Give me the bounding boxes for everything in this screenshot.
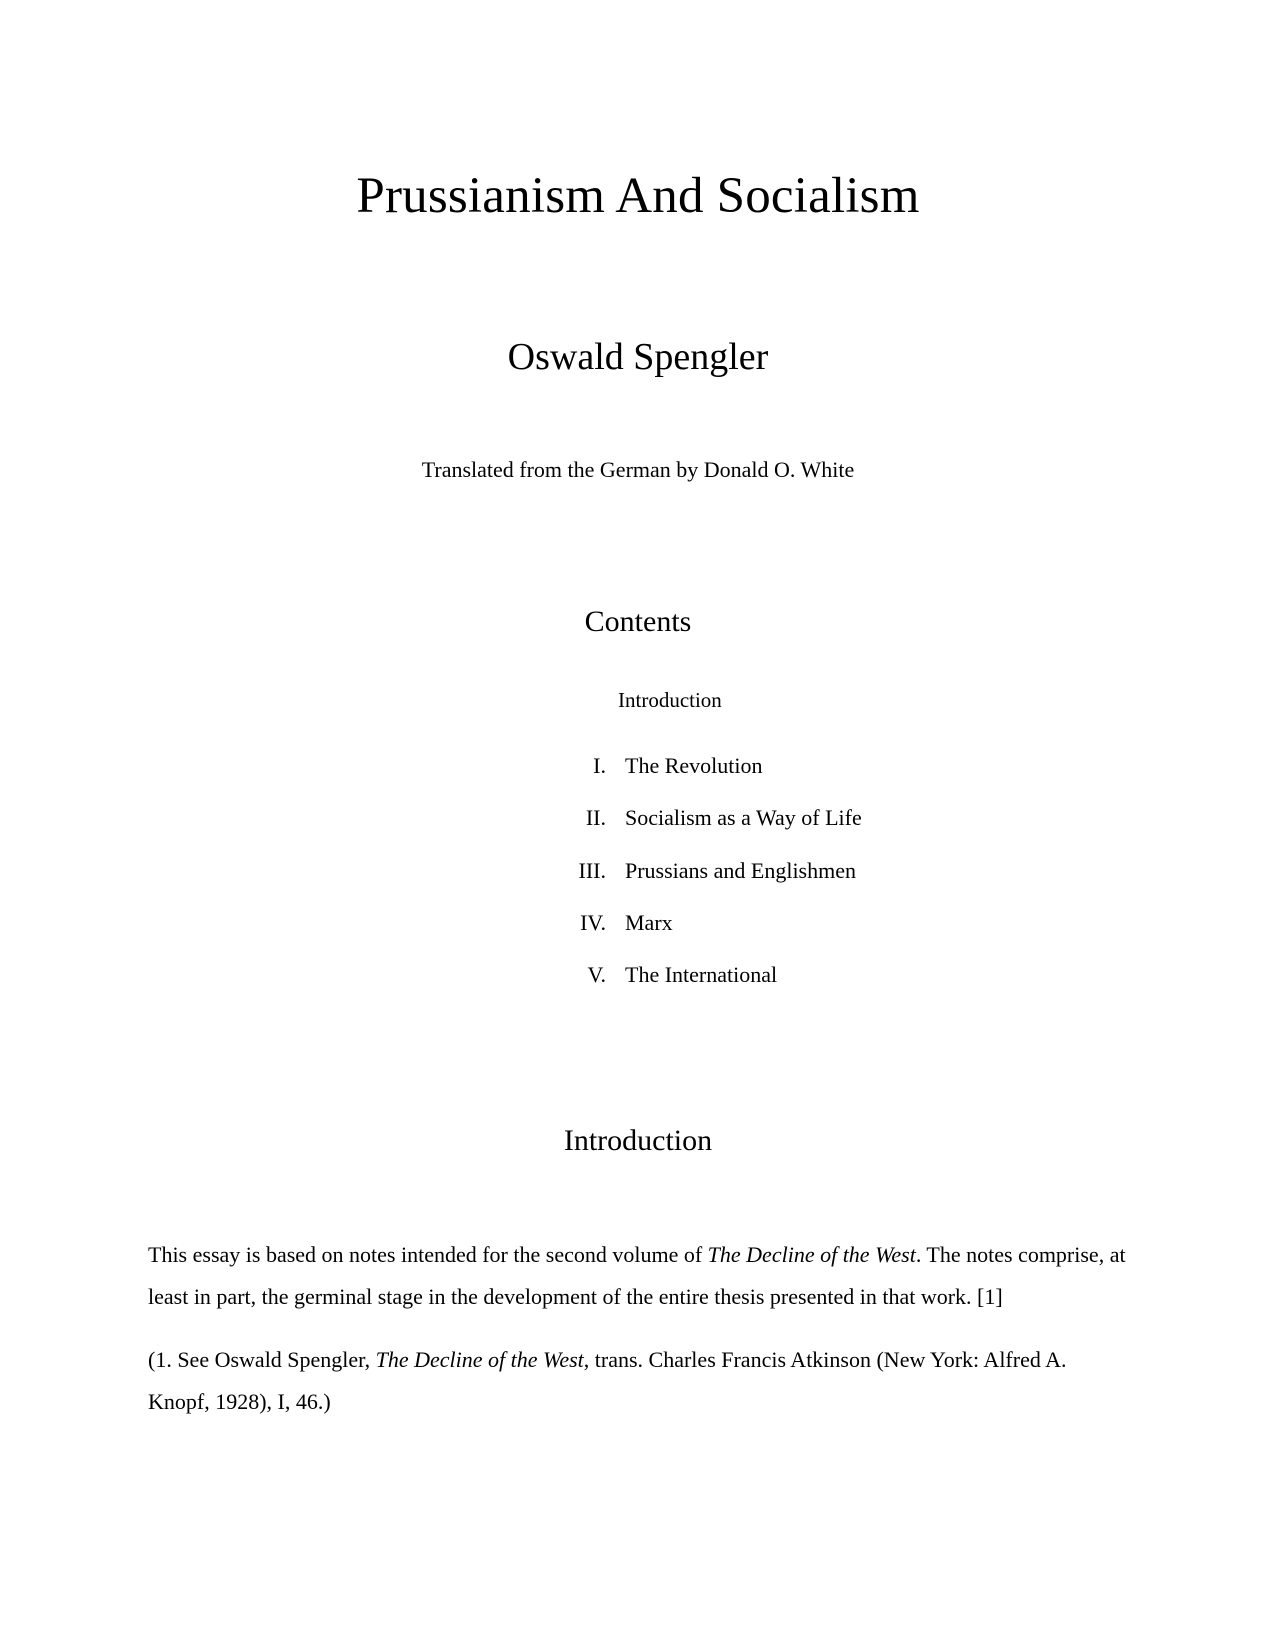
paragraph-text-part-2: . The notes comprise, at least in part, the germinal stage in the development of the entire thesis presented in that work. [1]	[148, 1241, 1126, 1309]
introduction-footnote	[148, 1339, 1128, 1423]
footnote-italic-book-title: The Decline of the West	[375, 1347, 584, 1373]
introduction-section-heading: Introduction	[563, 1123, 713, 1157]
toc-numeral: V.	[587, 962, 606, 988]
toc-entry-the-international[interactable]	[148, 962, 1128, 988]
document-translator-line: Translated from the German by Donald O. White	[421, 457, 855, 483]
toc-numeral: III.	[578, 857, 606, 883]
page-content	[148, 0, 1128, 1435]
toc-entry-socialism-as-a-way-of-life[interactable]	[148, 805, 1128, 831]
introduction-paragraph	[148, 1234, 1128, 1318]
table-of-contents	[148, 640, 1128, 989]
paragraph-text-part-1: This essay is based on notes intended for the second volume of	[148, 1241, 708, 1267]
toc-entry-marx[interactable]	[148, 910, 1128, 936]
introduction-body	[148, 1159, 1128, 1423]
toc-numbered-list	[148, 713, 1128, 989]
toc-numeral: II.	[585, 805, 606, 831]
document-author: Oswald Spengler	[507, 335, 769, 378]
toc-entry-prussians-and-englishmen[interactable]	[148, 858, 1128, 884]
toc-numeral: IV.	[580, 910, 606, 936]
toc-entry-the-revolution[interactable]	[148, 753, 1128, 779]
toc-label: Socialism as a Way of Life	[625, 805, 862, 831]
toc-numeral: I.	[593, 752, 606, 778]
footnote-text-part-2: , trans. Charles Francis Atkinson (New York: Alfred A. Knopf, 1928), I, 46.)	[148, 1347, 1067, 1415]
document-title: Prussianism And Socialism	[356, 168, 920, 224]
footnote-text-part-1: (1. See Oswald Spengler,	[148, 1347, 376, 1373]
toc-label: The International	[625, 962, 778, 988]
paragraph-italic-book-title: The Decline of the West	[707, 1241, 916, 1267]
toc-label: Marx	[625, 910, 673, 936]
toc-entry-introduction[interactable]: Introduction	[618, 687, 722, 712]
toc-label: The Revolution	[625, 752, 763, 778]
toc-label: Prussians and Englishmen	[625, 857, 856, 883]
contents-heading: Contents	[584, 604, 692, 638]
